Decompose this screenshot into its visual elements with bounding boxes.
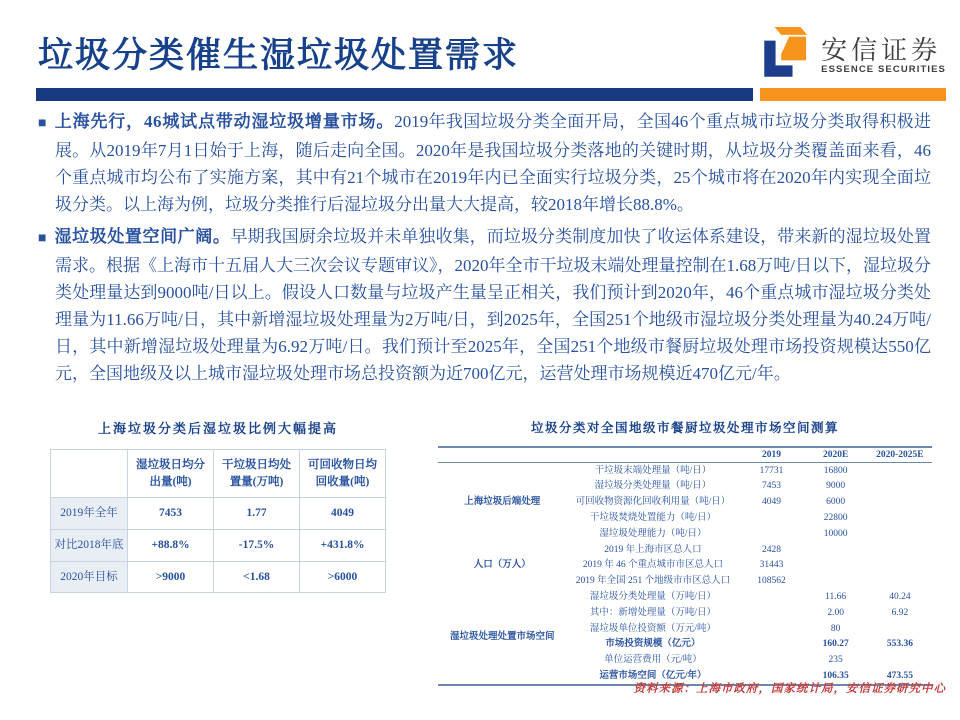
- row-label: 市场投资规模（亿元）: [605, 639, 701, 650]
- cell-value: [868, 574, 932, 590]
- column-header: 2020E: [804, 447, 868, 463]
- bullet-item: [38, 108, 931, 218]
- cell-value: 80: [830, 623, 841, 634]
- cell-value: 22800: [823, 512, 848, 523]
- cell-value: [804, 542, 868, 558]
- shanghai-waste-table: [50, 449, 386, 593]
- market-space-table: [438, 446, 932, 686]
- cell-value: 106.35: [822, 671, 849, 682]
- cell-value: [739, 621, 803, 637]
- cell-value: <1.68: [214, 561, 300, 593]
- bullet-text: 早期我国厨余垃圾并未单独收集，而垃圾分类制度加快了收运体系建设，带来新的湿垃圾处置需求。根据《上海市十五届人大三次会议专题审议》，2020年全市干垃圾末端处理量控制在1.68万吨/日以下，湿垃圾分类处理量达到9000吨/日以上。假设人口数量与垃圾产生量呈正相关，我们预计到2020年，46个重点城市湿垃圾分类处理量为11.66万吨/日，其中新增湿垃圾处理量为2万吨/日，到2025年，全国251个地级市湿垃圾分类处理量为40.24万吨/日，其中新增湿垃圾处理量为6.92万吨/日。我们预计至2025年，全国251个地级市餐厨垃圾处理市场投资规模达550亿元，全国地级及以上城市湿垃圾处理市场总投资额为近700亿元，运营处理市场规模近470亿元/年。: [55, 227, 931, 383]
- cell-value: 4049: [300, 498, 386, 530]
- table-corner-cell: [51, 450, 128, 498]
- cell-value: 553.36: [886, 639, 913, 650]
- page-title: 垃圾分类催生湿垃圾处置需求: [38, 36, 520, 75]
- cell-value: 40.24: [889, 592, 911, 602]
- bullet-square-icon: ■: [38, 116, 47, 131]
- cell-value: 235: [828, 655, 843, 666]
- cell-value: 6.92: [891, 607, 909, 618]
- cell-value: 10000: [823, 528, 848, 539]
- cell-value: 17731: [759, 465, 784, 476]
- cell-value: [739, 590, 803, 606]
- cell-value: [804, 574, 868, 590]
- cell-value: [739, 637, 803, 653]
- table-row: [438, 463, 932, 479]
- cell-value: >9000: [128, 561, 214, 593]
- cell-value: [868, 463, 932, 479]
- bullet-square-icon: ■: [38, 231, 47, 246]
- row-label: 2019 年全国 251 个地级市市区总人口: [575, 576, 731, 587]
- cell-value: 1.77: [214, 498, 300, 530]
- row-label: 2019 年 46 个重点城市市区总人口: [582, 560, 723, 571]
- table-row: [438, 590, 932, 606]
- row-label: 单位运营费用（元/吨）: [604, 655, 702, 666]
- bullet-item: [38, 223, 931, 387]
- table-header-row: [51, 450, 386, 498]
- row-label: 干垃圾焚烧处置能力（吨/日）: [589, 512, 716, 523]
- table-row: [51, 498, 386, 530]
- cell-value: [868, 653, 932, 669]
- row-label: 2020年目标: [51, 561, 128, 593]
- logo-text: [821, 36, 946, 76]
- row-label: 其中：新增处理量（万吨/日）: [589, 607, 716, 618]
- logo-underline-bar: [760, 88, 946, 101]
- row-label: 湿垃圾单位投资额（万元/吨）: [589, 623, 716, 634]
- cell-value: [868, 621, 932, 637]
- row-label: 2019 年上海市区总人口: [604, 544, 702, 555]
- cell-value: 16800: [823, 465, 848, 476]
- title-underline-bar: [36, 88, 753, 101]
- cell-value: 7453: [128, 498, 214, 530]
- table-row: [51, 530, 386, 562]
- row-label: 湿垃圾分类处理量（吨/日）: [594, 481, 712, 492]
- column-header: 2019: [739, 447, 803, 463]
- bullet-lead: 湿垃圾处置空间广阔。: [54, 227, 231, 246]
- table-corner-cell: [566, 447, 739, 463]
- bullet-list: [38, 108, 931, 392]
- cell-value: +431.8%: [300, 530, 386, 562]
- row-label: 湿垃圾分类处理量（万吨/日）: [589, 592, 716, 602]
- cell-value: [739, 510, 803, 526]
- bullet-text: 2019年我国垃圾分类全面开局，全国46个重点城市垃圾分类取得积极进展。从2019年7月1日始于上海，随后走向全国。2020年是我国垃圾分类落地的关键时期，从垃圾分类覆盖面来看，46个重点城市均公布了实施方案，其中有21个城市在2019年内已全面实行垃圾分类，25个城市将在2020年内实现全面垃圾分类。以上海为例，垃圾分类推行后湿垃圾分出量大大提高，较2018年增长88.8%。: [55, 112, 932, 214]
- right-figure: [438, 418, 932, 686]
- essence-logo-icon: [762, 27, 814, 84]
- group-label: 湿垃圾处理处置市场空间: [449, 631, 555, 642]
- cell-value: 7453: [761, 481, 781, 492]
- cell-value: [804, 558, 868, 574]
- cell-value: 6000: [826, 497, 846, 508]
- cell-value: 2428: [761, 544, 781, 555]
- logo-cn-text: 安信证券: [821, 34, 942, 65]
- row-label: 2019年全年: [51, 498, 128, 530]
- row-label: 干垃圾末端处理量（吨/日）: [594, 465, 712, 476]
- cell-value: [868, 526, 932, 542]
- table-corner-cell: [438, 447, 566, 463]
- row-label: 可回收物资源化回收利用量（吨/日）: [575, 497, 731, 508]
- cell-value: 31443: [759, 560, 784, 571]
- column-header: 2020-2025E: [868, 447, 932, 463]
- cell-value: 160.27: [822, 639, 849, 650]
- table-row: [51, 561, 386, 593]
- table-row: [438, 542, 932, 558]
- logo-en-text: ESSENCE SECURITIES: [821, 64, 946, 76]
- cell-value: [868, 558, 932, 574]
- column-header: 干垃圾日均处置量(万吨): [214, 450, 300, 498]
- row-label: 湿垃圾处理能力（吨/日）: [599, 528, 707, 539]
- cell-value: 9000: [826, 481, 846, 492]
- cell-value: 11.66: [825, 592, 847, 602]
- cell-value: [739, 653, 803, 669]
- cell-value: [739, 526, 803, 542]
- cell-value: 473.55: [886, 671, 913, 682]
- cell-value: [739, 605, 803, 621]
- cell-value: 108562: [757, 576, 786, 587]
- left-figure: [50, 418, 386, 593]
- cell-value: [868, 510, 932, 526]
- cell-value: 4049: [761, 497, 781, 508]
- cell-value: -17.5%: [214, 530, 300, 562]
- cell-value: +88.8%: [128, 530, 214, 562]
- cell-value: [868, 495, 932, 511]
- right-table-title: 垃圾分类对全国地级市餐厨垃圾处理市场空间测算: [530, 421, 839, 435]
- row-label: 对比2018年底: [51, 530, 128, 562]
- column-header: 可回收物日均回收量(吨): [300, 450, 386, 498]
- group-label: 上海垃圾后端处理: [464, 497, 541, 508]
- essence-securities-logo: [762, 27, 946, 84]
- table-header-row: [438, 447, 932, 463]
- left-table-title: 上海垃圾分类后湿垃圾比例大幅提高: [97, 421, 338, 436]
- cell-value: >6000: [300, 561, 386, 593]
- cell-value: 2.00: [827, 607, 844, 618]
- group-label: 人口（万人）: [473, 560, 531, 571]
- bullet-lead: 上海先行，46城试点带动湿垃圾增量市场。: [54, 112, 395, 131]
- cell-value: [868, 479, 932, 495]
- cell-value: [868, 542, 932, 558]
- source-note: 资料来源：上海市政府，国家统计局，安信证券研究中心: [633, 683, 946, 695]
- row-label: 运营市场空间（亿元/年）: [599, 671, 707, 682]
- column-header: 湿垃圾日均分出量(吨): [128, 450, 214, 498]
